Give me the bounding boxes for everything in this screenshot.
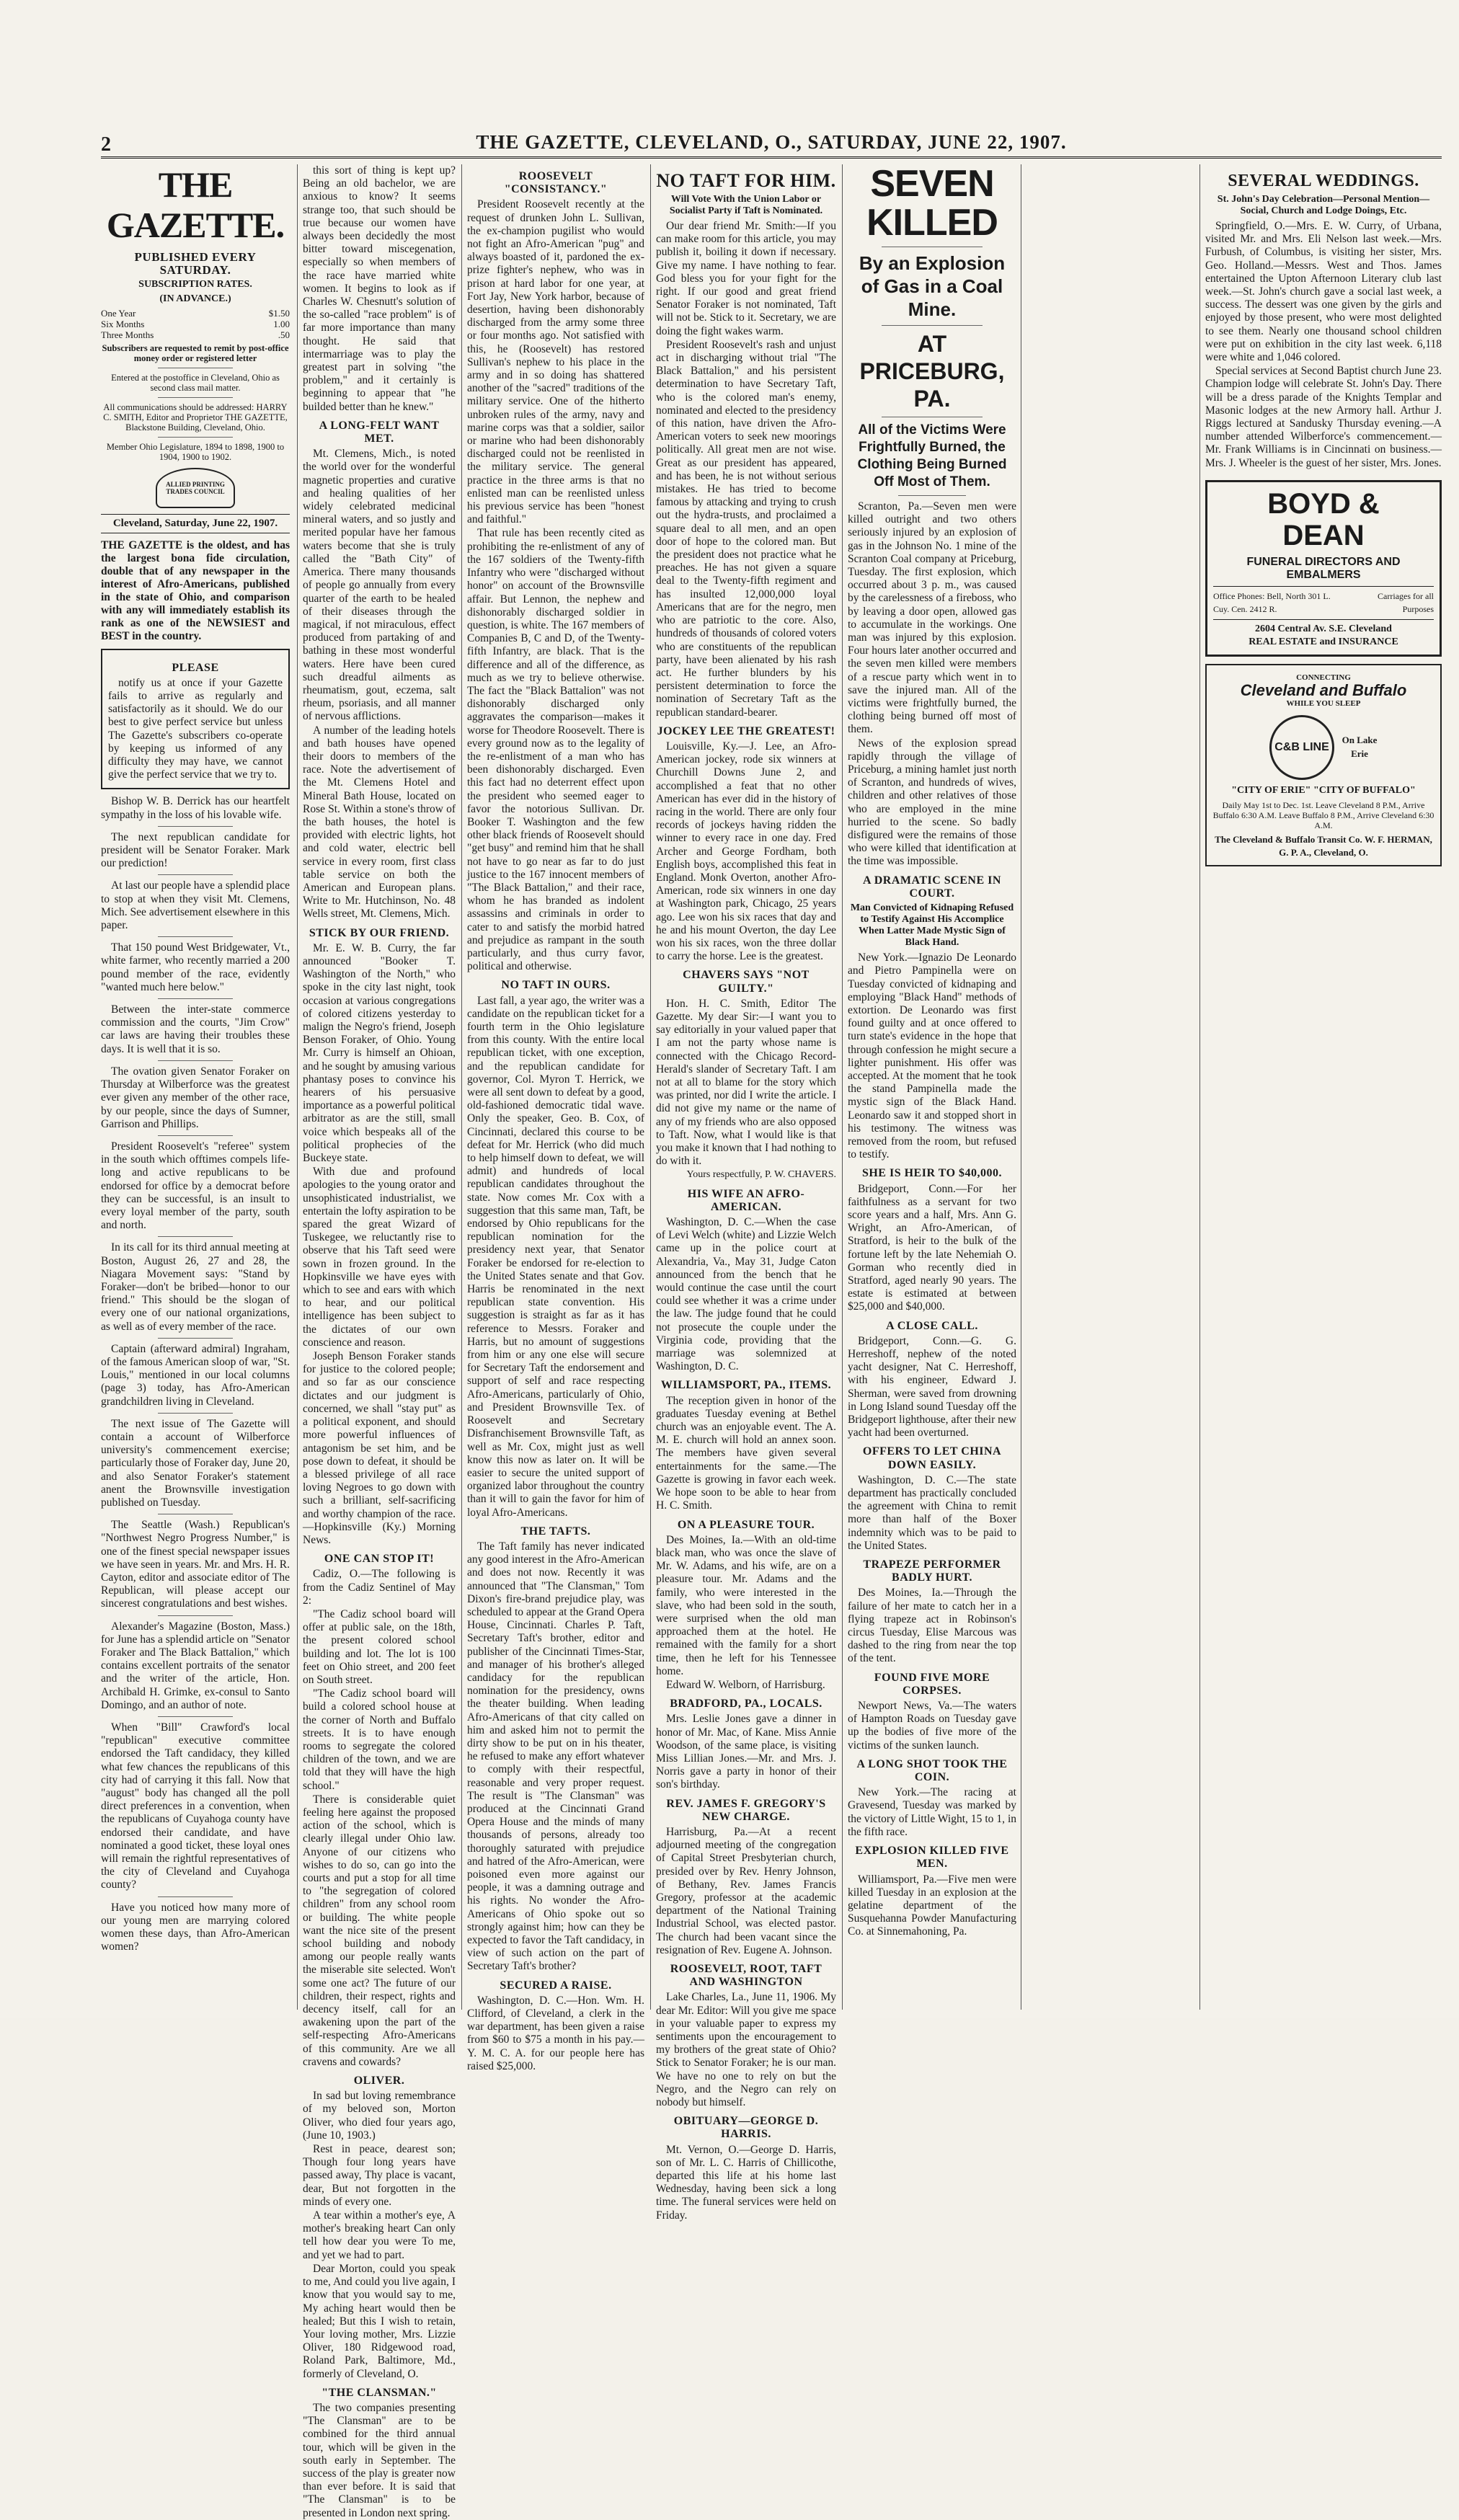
article-paragraph: Mr. E. W. B. Curry, the far announced "Booker T. Washington of the North," who spoke in the city last night, took occasion at various congregations of colored citizens yesterday to malign the Negro's friend, Joseph Benson Foraker, of Ohio. Young Mr. Curry is himself an Ohioan, and he sought by amusing various phantasy poses to convince his hearers of his persuasive importance as a powerful political arbitrator as are the still, small voice which bespeaks all of the political prophecies of the Buckeye state.: [303, 941, 456, 1165]
article-paragraph: Bridgeport, Conn.—G. G. Herreshoff, nephew of the noted yacht designer, Nat C. Herreshoff, with his engineer, Edward J. Sherman, were saved from drowning in Long Island sound Tuesday off the Bridgeport lighthouse, after their new yacht had been overturned.: [848, 1334, 1016, 1439]
article-heading: STICK BY OUR FRIEND.: [309, 926, 450, 939]
article-paragraph: Joseph Benson Foraker stands for justice to the colored people; and so far as our conscience dictates and our judgment is concerned, we shall "stay put" as a political exponent, and should more powerful influences of antagonism be set him, and be pose down to defeat, it should be a blessed privilege of all race loving Negroes to go down with such a brilliant, self-sacrificing and worthy champion of the race.—Hopkinsville (Ky.) Morning News.: [303, 1350, 456, 1546]
ad-lake-label: On Lake Erie: [1342, 735, 1378, 759]
please-text: notify us at once if your Gazette fails to arrive as regularly and satisfactorily as it should. We do our best to give perfect service but unless The Gazette's subscribers co-operate by keeping us informed of any difficulty they may have, we cannot give the perfect service that we try to.: [108, 676, 283, 781]
article-heading: ON A PLEASURE TOUR.: [677, 1518, 815, 1531]
column-rule: [650, 164, 651, 2010]
article-paragraph: Springfield, O.—Mrs. E. W. Curry, of Urbana, visited Mr. and Mrs. Eli Nelson last week.—Mrs. Furbush, of Columbus, is visiting her sister, Mrs. Geo. Holland.—Messrs. West and Thos. James entertained the Upton Afternoon Literary club last week.—St. John's church gave a social last week, a success. The dessert was one given by the girls and enjoyed by those present, who were most delighted to see them. Nearly one thousand school children were put on exhibition in the city last week. 6,118 were white and 1,046 colored.: [1205, 220, 1442, 364]
article-heading: A LONG-FELT WANT MET.: [319, 419, 440, 445]
article-paragraph: Cadiz, O.—The following is from the Cadiz Sentinel of May 2:: [303, 1568, 456, 1607]
article-heading: NO TAFT FOR HIM.: [656, 170, 836, 191]
article-heading: "THE CLANSMAN.": [321, 2386, 437, 2399]
headline-priceburg: AT PRICEBURG, PA.: [859, 331, 1005, 412]
rate-row: Three Months .50: [101, 329, 290, 341]
column-1: [101, 164, 290, 2010]
dateline: Cleveland, Saturday, June 22, 1907.: [101, 514, 290, 533]
article-paragraph: Hon. H. C. Smith, Editor The Gazette. My dear Sir:—I want you to say editorially in your valued paper that I am not the party whose name is connected with the Chicago Record-Herald's slander of Secretary Taft. I am not at all to blame for the story which was printed, nor did I write the article. I did not give my name or the name of any of my friends who are also opposed to Taft. Now, what I would like is that you make it known that I had nothing to do with it.: [656, 997, 836, 1168]
letter-signature: Yours respectfully, P. W. CHAVERS.: [686, 1169, 836, 1181]
editorial-paragraph: The next issue of The Gazette will contain a account of Wilberforce university's commencement exercise; particularly those of Foraker day, June 20, and also Senator Foraker's statement anent the Brownsville investigation published on Tuesday.: [101, 1417, 290, 1509]
article-heading: CHAVERS SAYS "NOT GUILTY.": [683, 969, 810, 995]
article-heading: SHE IS HEIR TO $40,000.: [861, 1167, 1003, 1180]
article-paragraph: Washington, D. C.—Hon. Wm. H. Clifford, of Cleveland, a clerk in the war department, has been given a raise from $60 to $75 a month in his pay.—Y. M. C. A. for our people here has raised $25,000.: [467, 1994, 644, 2072]
article-paragraph: Louisville, Ky.—J. Lee, an Afro-American jockey, rode six winners at Churchill Downs June 2, and accomplished a feat that no other American has ever did in the history of racing in the world. There are only four records of jockeys having ridden the winner to every race in one day. Fred Archer and George Fordham, both English boys, accomplished this feat in England. Monk Overton, another Afro-American, rode six winners in one day at Washington park, Chicago, 25 years ago. Lee won his six races that day and he and his mount Overton, the day Lee won his six races, won the three dollar to carry the horse. Lee is the greatest.: [656, 740, 836, 963]
editorial-paragraph: Have you noticed how many more of our young men are marrying colored women these days, than Afro-American women?: [101, 1901, 290, 1953]
page-number: 2: [101, 133, 111, 156]
article-heading: JOCKEY LEE THE GREATEST!: [657, 724, 835, 737]
column-2: [303, 164, 456, 2519]
ad-carriages: Carriages for all Purposes: [1378, 591, 1434, 615]
column-5: [848, 164, 1016, 2010]
masthead: [101, 130, 1442, 159]
article-heading: OFFERS TO LET CHINA DOWN EASILY.: [862, 1445, 1002, 1471]
rates-table: [101, 308, 290, 340]
rate-row: Six Months 1.00: [101, 319, 290, 330]
editorial-continued: this sort of thing is kept up? Being an old bachelor, we are anxious to know? It seems strange too, that such should be true because our women have always been decidedly the most bitter toward miscegenation, especially so when members of the race have married white women. It begins to look as if Charles W. Chesnutt's solution of the so-called "race problem" is of far more importance than many thought. He said that intermarriage was to play the greatest part in solving "the problem," and it certainly is beginning to appear that "he builded better than he knew.": [303, 164, 456, 413]
ad-footer: The Cleveland & Buffalo Transit Co. W. F. HERMAN, G. P. A., Cleveland, O.: [1215, 833, 1432, 859]
ad-name-line: BOYD &: [1267, 487, 1380, 520]
please-notice-box: [101, 649, 290, 790]
headline-deck: All of the Victims Were Frightfully Burned, the Clothing Being Burned Off Most of Them.: [857, 422, 1007, 489]
editorial-paragraph: In its call for its third annual meeting at Boston, August 26, 27 and 28, the Niagara Movement says: "Stand by Foraker—don't be bribed—honor to our friend." This should be the slogan of every one of our national organizations, as well as of every member of the race.: [101, 1241, 290, 1333]
article-heading: EXPLOSION KILLED FIVE MEN.: [855, 1845, 1009, 1871]
article-heading: THE TAFTS.: [520, 1525, 591, 1538]
editorial-paragraph: The ovation given Senator Foraker on Thursday at Wilberforce was the greatest ever given any member of the other race, by our people, since the days of Sumner, Garrison and Phillips.: [101, 1065, 290, 1130]
article-paragraph: President Roosevelt recently at the request of drunken John L. Sullivan, the ex-champion pugilist who would not fight an Afro-American "pug" and always boasted of it, pardoned the ex-prize fighter's nephew, who was in prison at hard labor for one year, at Fort Jay, New York harbor, because of desertion, having been dishonorably discharged from the army some three or four months ago. Not satisfied with this, he (Roosevelt) has restored Sullivan's nephew to his place in the army and in so doing has shattered another of the "sacred" traditions of the military service. One of the hitherto unbroken rules of the army, navy and marine corps was that a soldier, sailor or marine who had been dishonorably discharged could not be reenlisted in the military service. The general practice in the three arms is that no enlisted man can be reenlisted unless his previous service has been "honest and faithful.": [467, 198, 644, 526]
please-heading: PLEASE: [172, 661, 219, 674]
article-paragraph: News of the explosion spread rapidly through the village of Priceburg, a mining hamlet just north of Scranton, and hundreds of wives, children and other relatives of those who are employed in the mine hurried to the scene. So badly disfigured were the remains of those who were killed that identification at the time was impossible.: [848, 737, 1016, 868]
editorial-paragraph: Between the inter-state commerce commission and the courts, "Jim Crow" car laws are having their troubles these days. It is well that it is so.: [101, 1003, 290, 1055]
gazette-masthead-box: [101, 164, 290, 533]
article-paragraph: Mt. Clemens, Mich., is noted the world over for the wonderful magnetic properties and curative and healing qualities of her widely celebrated medicinal mineral waters, and so justly and merited popular have her famous waters become that she is truly called the "Bath City" of America. There many thousands of people go annually from every quarter of the earth to be healed of their diseases through the magical, if not miraculous, effect produced from partaking of and bathing in these most wonderful waters. Here have been cured such dreadful ailments as rheumatism, gout, eczema, salt rheum, psoriasis, and all manner of nervous afflictions.: [303, 448, 456, 723]
article-paragraph: Des Moines, Ia.—Through the failure of her mate to catch her in a flying trapeze act in Robinson's circus Tuesday, Elise Marcous was dashed to the ring from near the top of the tent.: [848, 1587, 1016, 1665]
article-paragraph: The two companies presenting "The Clansman" are to be combined for the third annual tour, which will be given in the south early in September. The success of the play is greater now than ever before. It is said that "The Clansman" is to be presented in London next spring.: [303, 2401, 456, 2519]
subscription-rates-heading: SUBSCRIPTION RATES.: [138, 279, 252, 290]
member-note: Member Ohio Legislature, 1894 to 1898, 1900 to 1904, 1900 to 1902.: [106, 442, 285, 463]
headline-seven-killed: SEVEN KILLED: [866, 163, 998, 244]
article-heading: A CLOSE CALL.: [886, 1319, 978, 1332]
column-3: [467, 164, 644, 2072]
address-note: All communications should be addressed: HARRY C. SMITH, Editor and Proprietor THE GAZETTE, Blackstone Building, Cleveland, Ohio.: [103, 402, 288, 433]
article-paragraph: That rule has been recently cited as prohibiting the re-enlistment of any of the 167 soldiers of the Twenty-fifth Infantry who were "discharged without honor" on account of the Brownsville affair. But Lennon, the nephew and dishonorably discharged soldier in question, is white. The 167 members of Companies B, C and D, of the Twenty-fifth Infantry, are black. That is the difference and all of the difference, as much as we try to believe otherwise. The fact the "Black Battalion" was not dishonorably discharged only aggravates the comparison—makes it worse for Theodore Roosevelt. There is every ground now as to the legality of the re-enlistment of a man who has been dishonorably discharged. Even this fact had no deterrent effect upon the president who seemed eager to favor the notorious Sullivan. Dr. Booker T. Washington and the few other black friends of Roosevelt should "get busy" and remind him that he shall not have to go near as far to do just justice to the 167 innocent members of "The Black Battalion," and their race, whom he has branded as indolent assassins and criminals in order to cater to and satisfy the morbid hatred and prejudice as rampant in the south particularly, and thus curry favor, political and otherwise.: [467, 527, 644, 973]
article-paragraph: Edward W. Welborn, of Harrisburg.: [666, 1678, 825, 1691]
article-paragraph: Last fall, a year ago, the writer was a candidate on the republican ticket for a fourth term in the Ohio legislature from this county. With the entire local republican ticket, with one exception, and the republican candidate for governor, Col. Myron T. Herrick, we were all sent down to defeat by a good, old-fashioned democratic tidal wave. Only the speaker, Geo. B. Cox, of Cincinnati, declared this course to be defeat for Mr. Herrick (who did much to help himself down to defeat, we will admit) and hundreds of local republican candidates throughout the state. Now comes Mr. Cox with a suggestion that this same man, Taft, be endorsed by Ohio republicans for the republican nomination for the presidency next year, that Senator Foraker be endorsed for re-election to the United States senate and that Gov. Harris be renominated in the next republican state convention. His suggestion is straight as far as it has reference to Messrs. Foraker and Harris, but no amount of suggestions from him or any one else will secure for Secretary Taft the endorsement and support of self and race respecting Afro-Americans, particularly of Ohio, and President Brownsville Tex. of Roosevelt and Secretary Disfranchisement Brownsville Taft, as well as Mr. Cox, might just as well know this now as later on. It will be easier to secure the united support of organized labor throughout the country than it will to gain the favor for him of loyal Afro-Americans.: [467, 994, 644, 1519]
article-heading: OBITUARY—GEORGE D. HARRIS.: [673, 2115, 819, 2141]
column-rule: [461, 164, 462, 2010]
article-heading: A LONG SHOT TOOK THE COIN.: [856, 1757, 1008, 1784]
article-paragraph: There is considerable quiet feeling here against the proposed action of the school, which is clearly illegal under Ohio law. Anyone of our citizens who wishes to do so, can go into the courts and put a stop for all time to "the segregation of colored children" from any school room or building. The white people want the nice site of the present school building and nobody among our people really wants the miserable site selected. Won't some one act? The future of our children, their respect, rights and decency itself, call for an awakening upon the part of the self-respecting Afro-Americans of this community. Are we all cravens and cowards?: [303, 1793, 456, 2068]
ad-connecting: CONNECTING: [1296, 673, 1351, 683]
article-heading: ROOSEVELT, ROOT, TAFT AND WASHINGTON: [670, 1963, 822, 1989]
union-label-emblem: ALLIED PRINTING TRADES COUNCIL: [156, 468, 235, 508]
article-heading: FOUND FIVE MORE CORPSES.: [874, 1671, 990, 1697]
article-paragraph: Our dear friend Mr. Smith:—If you can make room for this article, you may publish it, boiling it down if necessary. Give my name. I have nothing to fear. God bless you for your fight for the right. If our good and great friend Senator Foraker is not nominated, Taft will not be. Stick to it. Secretary, we are doing the fight wakes warm.: [656, 220, 836, 337]
article-paragraph: Washington, D. C.—When the case of Levi Welch (white) and Lizzie Welch came up in the police court at Alexandria, Va., May 31, Judge Caton announced from the bench that he would continue the case until the court could see whether it was a crime under the law. The judge found that he could not prosecute the couple under the Virginia code, providing that the marriage was solemnized at Washington, D. C.: [656, 1216, 836, 1373]
article-paragraph: President Roosevelt's rash and unjust act in discharging without trial "The Black Battalion," and his persistent determination to have Secretary Taft, who is the colored man's enemy, nominated and elected to the presidency of this nation, have driven the Afro-American voters to seek new moorings politically. All great men are not wise. Great as our president has appeared, and has been, he is not without serious mistakes. He has tried to become famous by attacking and trying to crush out the hydra-trusts, and proclaimed a square deal to all men, and an open door of hope to the colored man. But the president does not practice what he preaches. He has not given a square deal to the Twenty-fifth regiment and has insulted 12,000,000 loyal Americans that are for the negro, men who are patriotic to the core. Also, hundreds of thousands of colored voters who are constituents of the republican party, have been alienated by his rash act. He further blunders by his persistent determination to force the nomination of Secretary Taft as the republican standard-bearer.: [656, 338, 836, 719]
article-subheading: Will Vote With the Union Labor or Socialist Party if Taft is Nominated.: [669, 194, 823, 216]
poem-paragraph: A tear within a mother's eye, A mother's breaking heart Can only tell how dear you were To me, and yet we had to part.: [303, 2209, 456, 2261]
article-paragraph: Lake Charles, La., June 11, 1906. My dear Mr. Editor: Will you give me space in your valuable paper to express my sentiments upon the encouragement to my brothers of the great state of Ohio? Stick to Senator Foraker; he is our man. We have no one to rely on but the Negro, and the Negro can rely on nobody but himself.: [656, 1991, 836, 2109]
article-heading: REV. JAMES F. GREGORY'S NEW CHARGE.: [666, 1797, 826, 1823]
gazette-title: THE GAZETTE.: [106, 164, 285, 245]
editorial-paragraph: When "Bill" Crawford's local "republican" executive committee endorsed the Taft candidacy, they killed what few chances the republicans of this city had of carrying it this fall. Now that "august" body has changed all the poll direct preferences in a convention, when the republicans of Cuyahoga county have endorsed their candidate, and have nominated a good ticket, these loyal ones will remain the rightful representatives of the city of Cleveland and Cuyahoga county?: [101, 1721, 290, 1891]
article-paragraph: "The Cadiz school board will offer at public sale, on the 18th, the present colored school building and lot. The lot is 100 feet on Ohio street, and 200 feet on South street.: [303, 1607, 456, 1686]
editorial-paragraph: President Roosevelt's "referee" system in the south which offtimes compels life-long and active republicans to be endorsed for office by a democrat before they can be successful, is an insult to every loyal member of the party, south and north.: [101, 1140, 290, 1232]
article-paragraph: With due and profound apologies to the young orator and unsophisticated industrialist, we entertain the lofty aspiration to be spared the great Wizard of Tuskegee, we reluctantly rise to observe that his Taft seed were sown in frozen ground. In the Hopkinsville we have eyes with which to see and ears with which to hear, and our political intelligence has been subject to the dictates of our own conscience and reason.: [303, 1166, 456, 1349]
remit-note: Subscribers are requested to remit by post-office money order or registered letter: [102, 343, 289, 364]
column-rule: [1199, 164, 1200, 2010]
ad-address: 2604 Central Av. S.E. Cleveland: [1213, 619, 1434, 636]
entered-note: Entered at the postoffice in Cleveland, Ohio as second class mail matter.: [111, 373, 280, 394]
cb-line-logo: C&B LINE: [1269, 715, 1334, 780]
article-heading: BRADFORD, PA., LOCALS.: [670, 1698, 822, 1711]
ad-subtitle: WHILE YOU SLEEP: [1286, 699, 1361, 709]
article-heading: NO TAFT IN OURS.: [501, 979, 611, 992]
article-paragraph: Newport News, Va.—The waters of Hampton Roads on Tuesday gave up the bodies of five more of the victims of the sunken launch.: [848, 1700, 1016, 1752]
ad-name-line: DEAN: [1282, 519, 1365, 551]
column-rule: [297, 164, 298, 2010]
ad-title: Cleveland and Buffalo: [1240, 681, 1407, 700]
article-heading: WILLIAMSPORT, PA., ITEMS.: [660, 1379, 832, 1392]
article-heading: ROOSEVELT "CONSISTANCY.": [504, 170, 608, 196]
editorial-paragraph: Bishop W. B. Derrick has our heartfelt sympathy in the loss of his lovable wife.: [101, 795, 290, 821]
article-paragraph: Mt. Vernon, O.—George D. Harris, son of Mr. L. C. Harris of Chillicothe, departed this life at his home last Wednesday, having been sick a long time. The funeral services were held on Friday.: [656, 2143, 836, 2222]
article-paragraph: Special services at Second Baptist church June 23. Champion lodge will celebrate St. John's Day. There will be a dress parade of the Knights Templar and Masonic lodges at the new Armory hall. Arthur J. Riggs lectured at Sandusky Thursday evening.—A number attended Wilberforce's commencement.—Mr. Frank Williams is in Cincinnati on business.—Mrs. J. Wheeler is the guest of her sister, Mrs. Jones.: [1205, 365, 1442, 469]
ad-schedule: Daily May 1st to Dec. 1st. Leave Cleveland 8 P.M., Arrive Buffalo 6:30 A.M. Leave Buffalo 8 P.M., Arrive Cleveland 6:30 A.M.: [1212, 799, 1434, 830]
editorial-paragraph: Alexander's Magazine (Boston, Mass.) for June has a splendid article on "Senator Foraker and The Black Battalion," which contains excellent portraits of the senator and the writer of the article, Hon. Archibald H. Grimke, ex-consul to Santo Domingo, and an author of note.: [101, 1620, 290, 1711]
intro-paragraph: THE GAZETTE is the oldest, and has the largest bona fide circulation, double that of any newspaper in the interest of Afro-Americans, published in the state of Ohio, and comparison with any will immediately establish its rank as one of the NEWSIEST and BEST in the country.: [101, 538, 290, 642]
article-heading: HIS WIFE AN AFRO-AMERICAN.: [687, 1187, 805, 1213]
column-4: [656, 164, 836, 2222]
published-line: PUBLISHED EVERY SATURDAY.: [134, 250, 257, 278]
masthead-title: THE GAZETTE, CLEVELAND, O., SATURDAY, JUNE 22, 1907.: [476, 131, 1067, 153]
article-heading: ONE CAN STOP IT!: [324, 1553, 435, 1566]
ad-steamers: "CITY OF ERIE" "CITY OF BUFFALO": [1231, 784, 1416, 796]
cleveland-buffalo-advertisement: [1205, 664, 1442, 866]
ad-real-estate: REAL ESTATE and INSURANCE: [1249, 636, 1398, 647]
column-rule: [842, 164, 843, 2010]
poem-paragraph: In sad but loving remembrance of my beloved son, Morton Oliver, who died four years ago, (June 10, 1903.): [303, 2090, 456, 2142]
article-paragraph: "The Cadiz school board will build a colored school house at the corner of North and Buffalo streets. It is to have enough rooms to segregate the colored children of the town, and we are told that they will have the high school.": [303, 1687, 456, 1792]
article-paragraph: The Taft family has never indicated any good interest in the Afro-American and does not now. Recently it was announced that "The Clansman," Tom Dixon's fire-brand prejudice play, was scheduled to appear at the Grand Opera House, Cincinnati. Charles P. Taft, Secretary Taft's brother, editor and publisher of the Cincinnati Times-Star, and manager of his brother's alleged candidacy for the republican nomination for the presidency, owns the theater building. When leading Afro-Americans of that city called on him and asked him not to permit the dirty show to be put on in his theater, he refused to make any effort whatever to comply with their respectful, reasonable and very proper request. The result is "The Clansman" was produced at the Cincinnati Grand Opera House and the minds of many thousands of persons, already too thoroughly saturated with prejudice and hatred of the Afro-American, were poisoned even more against our people, it was a damning outrage and his rights. No wonder the Afro-Americans of Ohio spoke out so strongly against him; how can they be expected to favor the Taft candidacy, in view of such action on the part of Secretary Taft's brother?: [467, 1540, 644, 1973]
boyd-dean-advertisement: [1205, 480, 1442, 657]
editorial-paragraph: The next republican candidate for president will be Senator Foraker. Mark our prediction!: [101, 830, 290, 870]
article-paragraph: Harrisburg, Pa.—At a recent adjourned meeting of the congregation of Capital Street Presbyterian church, presided over by Rev. Henry Johnson, of Bethany, Rev. James Francis Gregory, professor at the academic department of the National Training Industrial School, was elected pastor. The church had been vacant since the resignation of Rev. Eugene A. Johnson.: [656, 1825, 836, 1956]
article-paragraph: Bridgeport, Conn.—For her faithfulness as a servant for two score years and a half, Mrs. Ann G. Wright, an Afro-American, of Stratford, is heir to the bulk of the fortune left by the late Nehemiah O. Gorman who recently died in Stratford, aged nearly 90 years. The estate is estimated at between $25,000 and $40,000.: [848, 1182, 1016, 1313]
column-6: [1205, 164, 1442, 2010]
in-advance-label: (IN ADVANCE.): [159, 293, 231, 305]
article-heading: A DRAMATIC SCENE IN COURT.: [863, 874, 1001, 900]
article-subheading: St. John's Day Celebration—Personal Mention—Social, Church and Lodge Doings, Etc.: [1217, 194, 1430, 216]
article-paragraph: Williamsport, Pa.—Five men were killed Tuesday in an explosion at the gelatine department of the Susquehanna Powder Manufacturing Co. at Sinnemahoning, Pa.: [848, 1873, 1016, 1938]
rate-row: One Year $1.50: [101, 308, 290, 319]
article-heading: SEVERAL WEDDINGS.: [1228, 172, 1419, 190]
article-paragraph: Washington, D. C.—The state department has practically concluded the agreement with China to remit more than half of the Boxer indemnity which was to be paid to the United States.: [848, 1473, 1016, 1552]
article-paragraph: Des Moines, Ia.—With an old-time black man, who was once the slave of Mr. W. Adams, and his wife, are on a pleasure tour. Mr. Adams and the family, who were interested in the slave, who had been sold in the south, were surprised when the old man approached them at the hotel. He remained with the family for a short time, then he left for his Tennessee home.: [656, 1533, 836, 1677]
editorial-paragraph: The Seattle (Wash.) Republican's "Northwest Negro Progress Number," is one of the finest special newspaper issues we have seen in years. Mr. and Mrs. H. R. Cayton, editor and associate editor of The Republican, will please accept our sincerest congratulations and best wishes.: [101, 1519, 290, 1610]
article-paragraph: New York.—Ignazio De Leonardo and Pietro Pampinella were on Tuesday convicted of kidnaping and employing "Black Hand" methods of extortion. De Leonardo was first found guilty and at once offered to turn state's evidence in the hope that through confession he might secure a lighter punishment. His offer was accepted. At the moment that he took the stand Pampinella made the mystic sign of the Black Hand. Leonardo saw it and stopped short in his testimony. The witness was removed from the room, but refused to testify.: [848, 951, 1016, 1161]
article-paragraph: A number of the leading hotels and bath houses have opened their doors to members of the race. Note the advertisement of the Mt. Clemens Hotel and Mineral Bath House, located on Rose St. Within a stone's throw of the bath houses, the hotel is provided with electric lights, hot and cold water, electric bell service in every room, first class table service on both the American and European plans. Write to Mr. Hutchinson, No. 48 Wells street, Mt. Clemens, Mich.: [303, 724, 456, 920]
headline-deck: By an Explosion of Gas in a Coal Mine.: [859, 252, 1006, 320]
ad-phones: Office Phones: Bell, North 301 L. Cuy. Cen. 2412 R.: [1213, 591, 1331, 615]
poem-paragraph: Dear Morton, could you speak to me, And could you live again, I know that you would say to me, My aching heart would then be healed; But this I wish to retain, Your loving mother, Mrs. Lizzie Oliver, 180 Ridgewood road, Roland Park, Baltimore, Md., formerly of Cleveland, O.: [303, 2262, 456, 2380]
article-paragraph: Scranton, Pa.—Seven men were killed outright and two others seriously injured by an explosion of gas in the Johnson No. 1 mine of the Scranton Coal company at Priceburg, Tuesday. The first explosion, which occurred about 3 p. m., was caused by the carelessness of a fireboss, who by leaving a door open, allowed gas to accumulate in the workings. One man was injured by this explosion. Four hours later another occurred and the seven men killed were members of a rescue party which went in to save the injured man. All of the victims were frightfully burned, the clothing being burned off most of them.: [848, 500, 1016, 736]
article-heading: SECURED A RAISE.: [500, 1979, 612, 1992]
article-heading: TRAPEZE PERFORMER BADLY HURT.: [863, 1558, 1001, 1584]
editorial-paragraph: That 150 pound West Bridgewater, Vt., white farmer, who recently married a 200 pound member of the race, evidently "wanted much here below.": [101, 941, 290, 993]
editorial-paragraph: At last our people have a splendid place to stop at when they visit Mt. Clemens, Mich. See advertisement elsewhere in this paper.: [101, 879, 290, 932]
poem-paragraph: Rest in peace, dearest son; Though four long years have passed away, Thy place is vacant, dear, But not forgotten in the minds of every one.: [303, 2143, 456, 2208]
editorial-paragraph: Captain (afterward admiral) Ingraham, of the famous American sloop of war, "St. Louis," mentioned in our local columns (page 3) today, has Afro-American grandchildren living in Cleveland.: [101, 1342, 290, 1408]
article-paragraph: New York.—The racing at Gravesend, Tuesday was marked by the victory of Little Wight, 15 to 1, in the fifth race.: [848, 1786, 1016, 1838]
ad-service-line: FUNERAL DIRECTORS AND EMBALMERS: [1246, 555, 1401, 582]
article-subheading: Man Convicted of Kidnaping Refused to Testify Against His Accomplice When Latter Made Mystic Sign of Black Hand.: [850, 902, 1014, 949]
article-paragraph: Mrs. Leslie Jones gave a dinner in honor of Mr. Mac, of Kane. Miss Annie Woodson, of the same place, is visiting Miss Lillian Jones.—Mr. and Mrs. J. Norris gave a party in honor of their son's birthday.: [656, 1713, 836, 1791]
article-paragraph: The reception given in honor of the graduates Tuesday evening at Bethel church was an enjoyable event. The A. M. E. church will hold an annex soon. The members have given several entertainments for the same.—The Gazette is growing in favor each week. We hope soon to be able to hear from H. C. Smith.: [656, 1394, 836, 1512]
article-heading: OLIVER.: [353, 2075, 405, 2088]
